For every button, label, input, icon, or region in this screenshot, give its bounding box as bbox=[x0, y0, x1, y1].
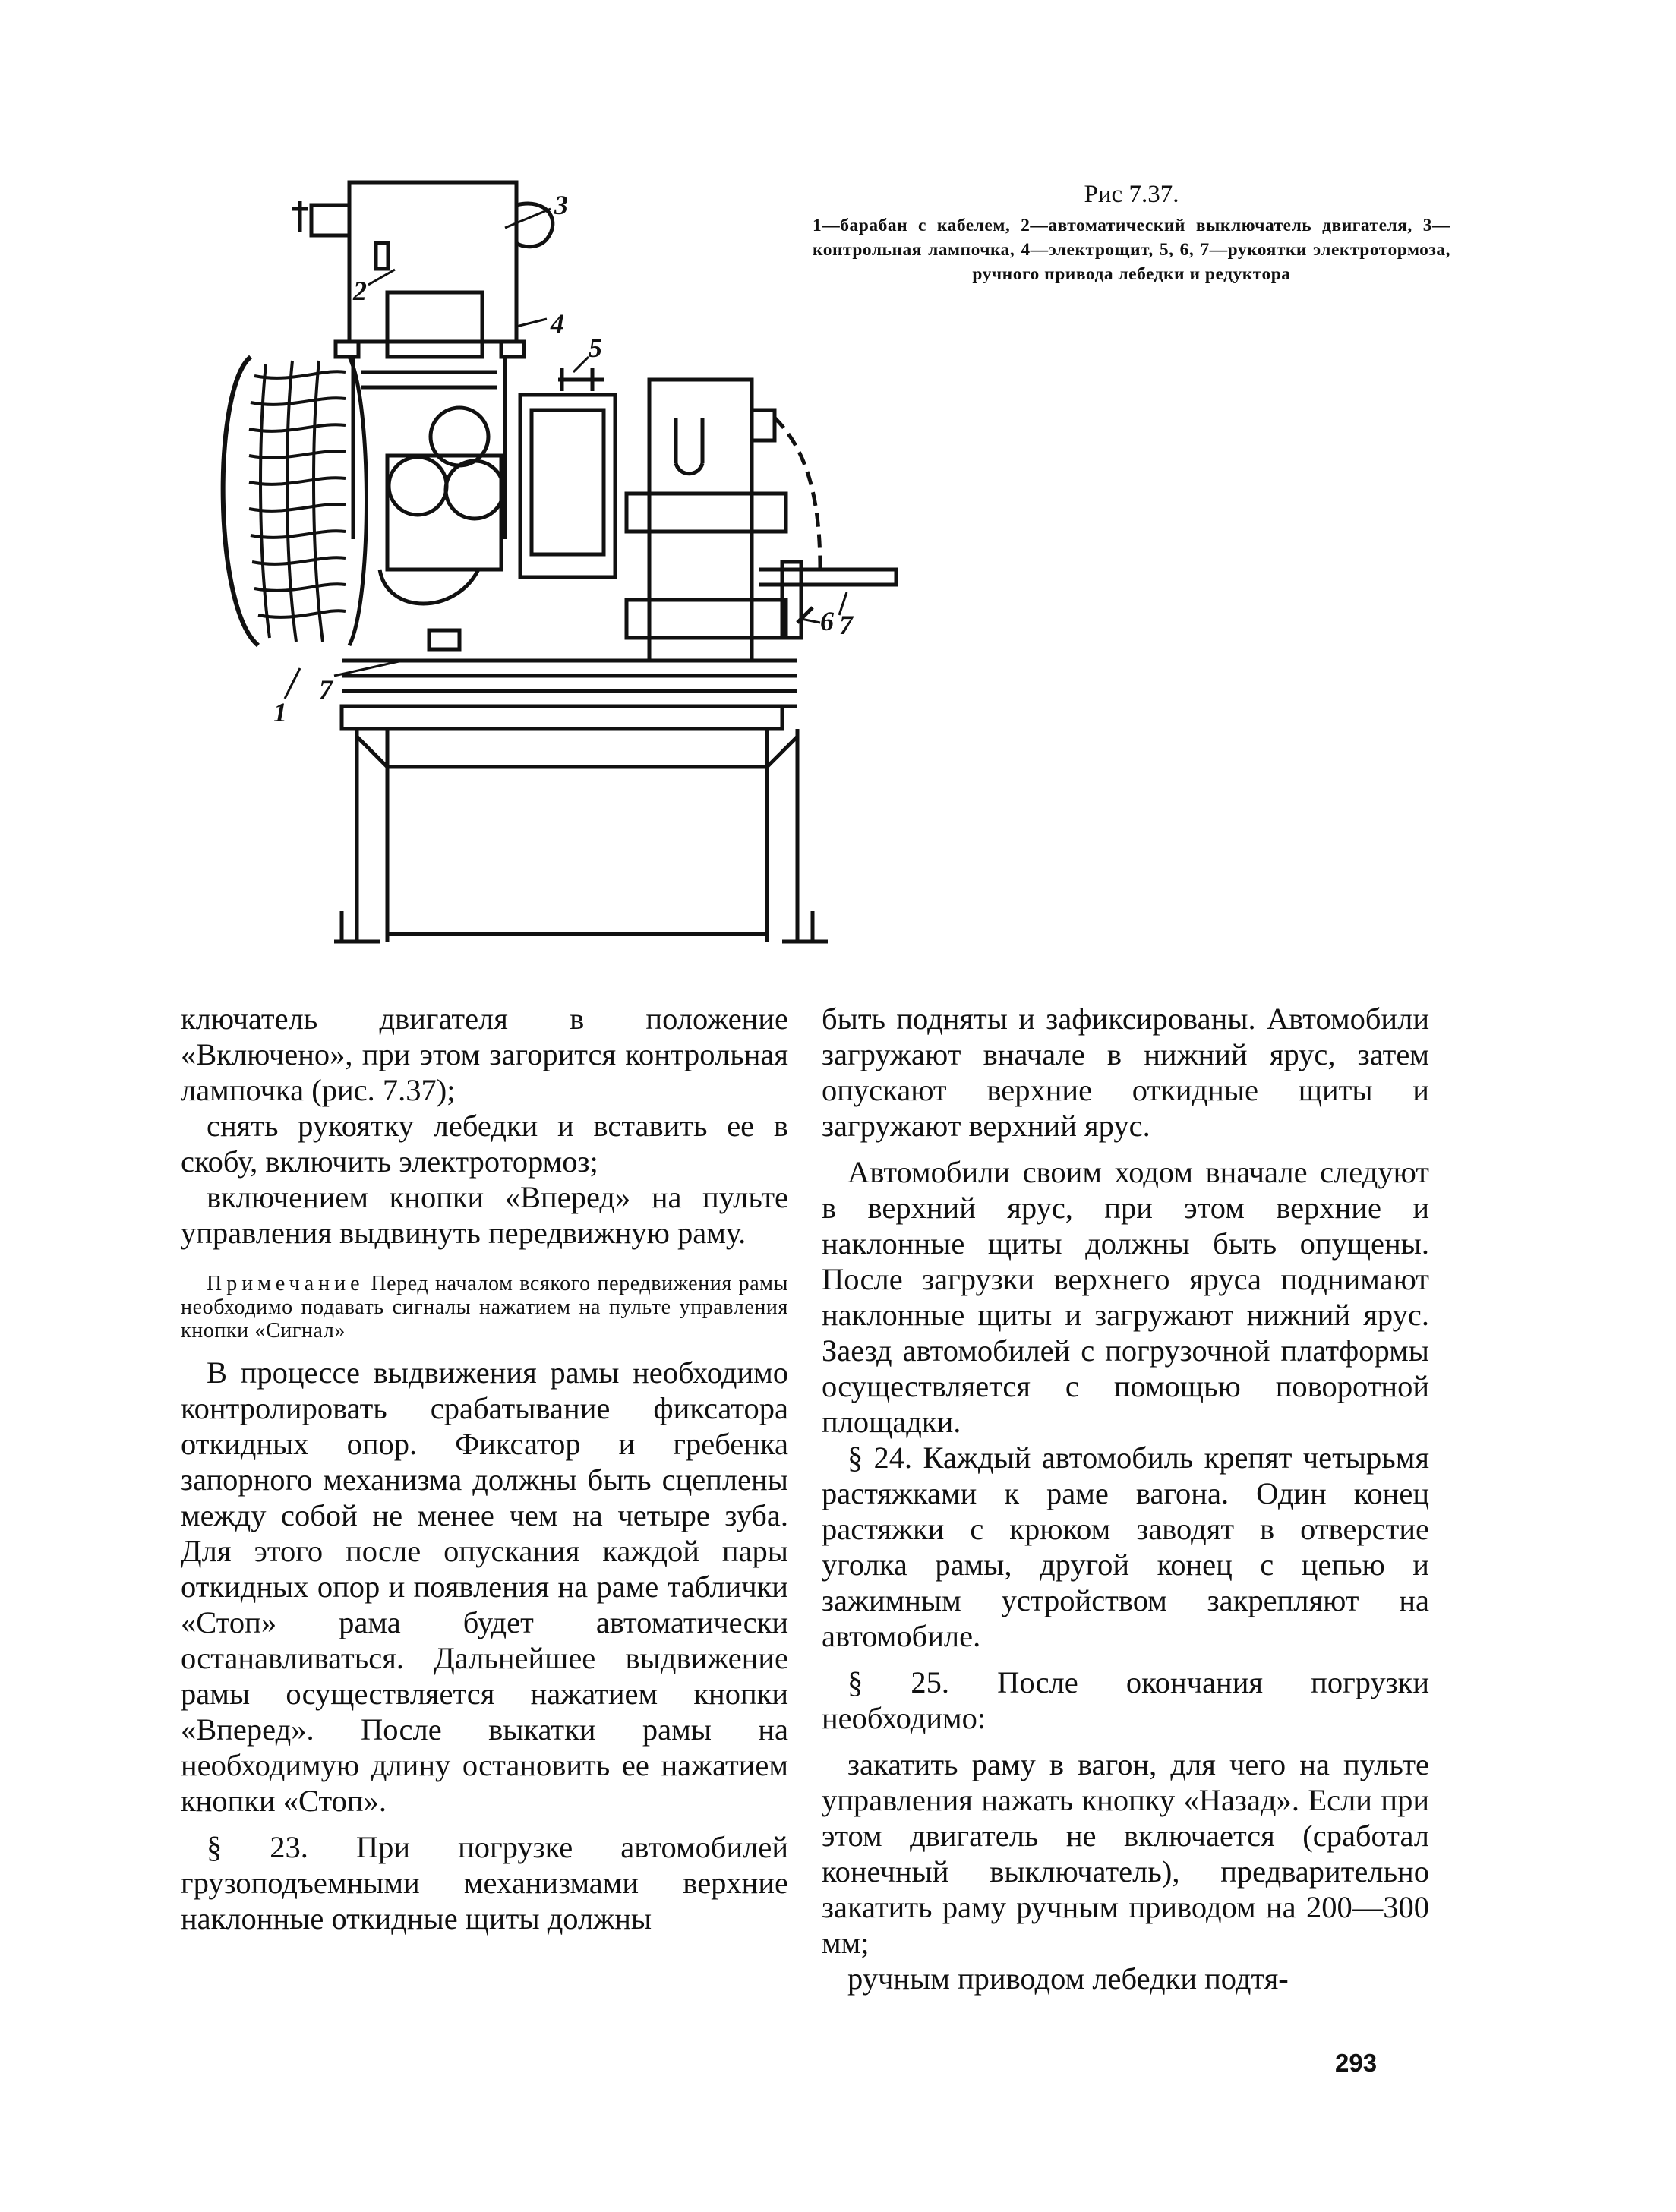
figure-label-1: 1 bbox=[273, 697, 287, 727]
figure-caption-text: 1—барабан с кабелем, 2—автоматический выключатель двигателя, 3—контрольная лампочка, 4—электрощит, 5, 6, 7—рукоятки электротормоза, ручного привода лебедки и редуктора bbox=[813, 216, 1450, 284]
paragraph: § 25. После окончания погрузки необходимо: bbox=[822, 1665, 1429, 1735]
paragraph: ключатель двигателя в положение «Включено», при этом загорится контрольная лампочка (рис. 7.37); bbox=[181, 1002, 788, 1107]
figure-label-4: 4 bbox=[551, 308, 564, 339]
figure-caption bbox=[813, 181, 1450, 286]
figure-label-5: 5 bbox=[589, 333, 602, 363]
paragraph: § 24. Каждый автомобиль крепят четырьмя растяжками к раме вагона. Один конец растяжки с крюком заводят в отверстие уголка рамы, другой конец с цепью и зажимным устройством закрепляют на автомобиле. bbox=[822, 1440, 1429, 1653]
winch-drawing bbox=[159, 175, 919, 964]
figure-label-7-right: 7 bbox=[839, 610, 853, 640]
left-column bbox=[181, 1001, 788, 1936]
figure-label-6: 6 bbox=[820, 606, 834, 636]
page-number: 293 bbox=[1335, 2049, 1378, 2077]
figure-caption-title: Рис 7.37. bbox=[1084, 181, 1179, 208]
figure-label-7-left: 7 bbox=[319, 674, 333, 705]
note-label: Примечание bbox=[207, 1272, 365, 1295]
figure-label-3: 3 bbox=[554, 190, 568, 220]
paragraph: В процессе выдвижения рамы необходимо контролировать срабатывание фиксатора откидных опор. Фиксатор и гребенка запорного механизма должны быть сцеплены между собой не менее чем на четыре зуба. Для этого после опускания каждой пары откидных опор и появления на раме таблички «Стоп» рама будет автоматически останавливаться. Дальнейшее выдвижение рамы осуществляется нажатием кнопки «Вперед». После выкатки рамы на необходимую длину остановить ее нажатием кнопки «Стоп». bbox=[181, 1355, 788, 1818]
right-column bbox=[822, 1001, 1429, 1996]
figure-label-2: 2 bbox=[353, 276, 367, 306]
paragraph: Автомобили своим ходом вначале следуют в верхний ярус, при этом верхние и наклонные щиты должны быть опущены. После загрузки верхнего яруса поднимают наклонные щиты и загружают нижний ярус. Заезд автомобилей с погрузочной платформы осуществляется с помощью поворотной площадки. bbox=[822, 1155, 1429, 1439]
paragraph: снять рукоятку лебедки и вставить ее в скобу, включить электротормоз; bbox=[181, 1109, 788, 1179]
note-text: Перед началом всякого передвижения рамы необходимо подавать сигналы нажатием на пульте управления кнопки «Сигнал» bbox=[181, 1272, 788, 1343]
note bbox=[181, 1272, 788, 1343]
paragraph: включением кнопки «Вперед» на пульте управления выдвинуть передвижную раму. bbox=[181, 1180, 788, 1250]
paragraph: ручным приводом лебедки подтя- bbox=[847, 1961, 1289, 1996]
paragraph: закатить раму в вагон, для чего на пульте управления нажать кнопку «Назад». Если при этом двигатель не включается (сработал конечный выключатель), предварительно закатить раму ручным приводом на 200—300 мм; bbox=[822, 1747, 1429, 1960]
paragraph: быть подняты и зафиксированы. Автомобили загружают вначале в нижний ярус, затем опускают верхние откидные щиты и загружают верхний ярус. bbox=[822, 1002, 1429, 1143]
paragraph: § 23. При погрузке автомобилей грузоподъемными механизмами верхние наклонные откидные щиты должны bbox=[181, 1830, 788, 1936]
